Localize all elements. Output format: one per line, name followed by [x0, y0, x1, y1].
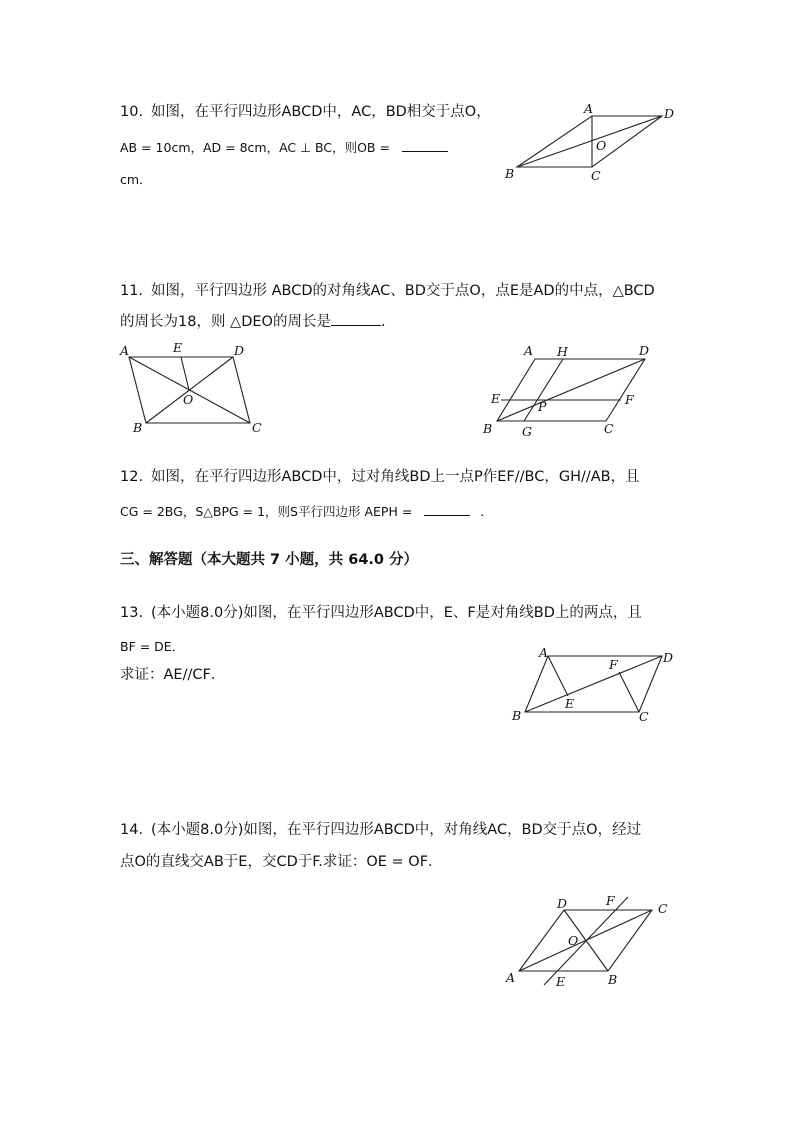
- q14-number: 14.: [120, 822, 144, 838]
- q10-label-a: A: [584, 101, 594, 116]
- q13-label-b: B: [512, 708, 522, 723]
- q11-label-b: B: [133, 420, 143, 435]
- q12-label-b: B: [483, 421, 493, 436]
- q10-text-line2: [120, 137, 448, 158]
- q10-label-b: B: [505, 166, 515, 181]
- q14-text-line1: (本小题8.0分)如图，在平行四边形ABCD中，对角线AC，BD交于点O，经过: [151, 822, 642, 838]
- q13-text-line1: (本小题8.0分)如图，在平行四边形ABCD中，E、F是对角线BD上的两点，且: [151, 605, 642, 621]
- q13-text-line2: BF = DE．: [120, 639, 185, 654]
- q12-label-f: F: [625, 392, 634, 407]
- q11-label-c: C: [252, 420, 262, 435]
- q12-label-e: E: [491, 391, 501, 406]
- section-3-heading: 三、解答题（本大题共 7 小题，共 64.0 分）: [120, 552, 419, 568]
- q13-label-a: A: [539, 645, 549, 660]
- q10-diagonal-bd: [517, 116, 662, 167]
- q11-number: 11.: [120, 283, 144, 299]
- q11-label-e: E: [173, 340, 183, 355]
- q13-text-line3: 求证：AE//CF．: [120, 667, 226, 683]
- q11-answer-blank: [331, 311, 381, 326]
- q14-figure: [500, 890, 690, 990]
- q13-label-c: C: [639, 709, 649, 724]
- q14-label-f: F: [606, 893, 615, 908]
- q10-label-c: C: [591, 168, 601, 183]
- q12-label-d: D: [639, 343, 650, 358]
- q13-segment-ae: [548, 656, 568, 696]
- q13-label-e: E: [565, 696, 575, 711]
- q14-label-b: B: [608, 972, 618, 987]
- q14-label-c: C: [658, 901, 668, 916]
- q12-text-line2-end: .: [480, 504, 485, 519]
- q13-figure: [505, 640, 695, 730]
- q10-number: 10.: [120, 104, 144, 120]
- q13-segment-cf: [619, 672, 639, 712]
- q12-number: 12.: [120, 469, 144, 485]
- q12-label-h: H: [557, 344, 568, 359]
- q13-number: 13.: [120, 605, 144, 621]
- q14-label-e: E: [556, 974, 566, 989]
- q11-text-line1: 如图，平行四边形 ABCD的对角线AC、BD交于点O，点E是AD的中点，△BCD: [151, 283, 655, 299]
- q11-text-line2: [120, 311, 386, 332]
- q10-answer-blank: [402, 137, 448, 152]
- q11-segment-eo: [181, 357, 189, 390]
- q12-text-line2: [120, 501, 484, 522]
- q10-figure: [500, 100, 690, 190]
- q13-label-d: D: [663, 650, 674, 665]
- q14-text-line2: 点O的直线交AB于E，交CD于F.求证：OE = OF．: [120, 854, 443, 870]
- q12-label-p: P: [538, 399, 547, 414]
- q14-label-d: D: [557, 896, 568, 911]
- q13-label-f: F: [609, 657, 618, 672]
- q10-label-d: D: [664, 106, 675, 121]
- q10-label-o: O: [596, 138, 607, 153]
- q11-diagonal-bd: [146, 357, 233, 423]
- q12-answer-blank: [424, 501, 470, 516]
- q10-text-line3: cm．: [120, 172, 152, 187]
- q10-text-line1: 如图，在平行四边形ABCD中，AC，BD相交于点O，: [151, 104, 491, 120]
- q12-label-a: A: [524, 343, 534, 358]
- q12-diagonal-bd: [497, 359, 645, 421]
- q13-diagonal-bd: [525, 656, 662, 712]
- q14-label-o: O: [568, 933, 579, 948]
- q12-text-line1: 如图，在平行四边形ABCD中，过对角线BD上一点P作EF//BC，GH//AB，且: [151, 469, 640, 485]
- q11-figure: [115, 340, 275, 440]
- q12-label-c: C: [604, 421, 614, 436]
- q12-label-g: G: [522, 424, 532, 439]
- q11-label-a: A: [120, 343, 130, 358]
- q12-text-line2-body: CG = 2BG，S△BPG = 1，则S平行四边形 AEPH =: [120, 504, 413, 519]
- q10-text-line2-body: AB = 10cm，AD = 8cm，AC ⊥ BC，则OB =: [120, 140, 390, 155]
- q11-label-o: O: [183, 392, 194, 407]
- q12-figure: [480, 340, 680, 440]
- q14-label-a: A: [506, 970, 516, 985]
- q11-label-d: D: [234, 343, 245, 358]
- q11-text-line2-end: .: [380, 314, 386, 330]
- q11-text-line2-body: 的周长为18，则 △DEO的周长是: [120, 314, 331, 330]
